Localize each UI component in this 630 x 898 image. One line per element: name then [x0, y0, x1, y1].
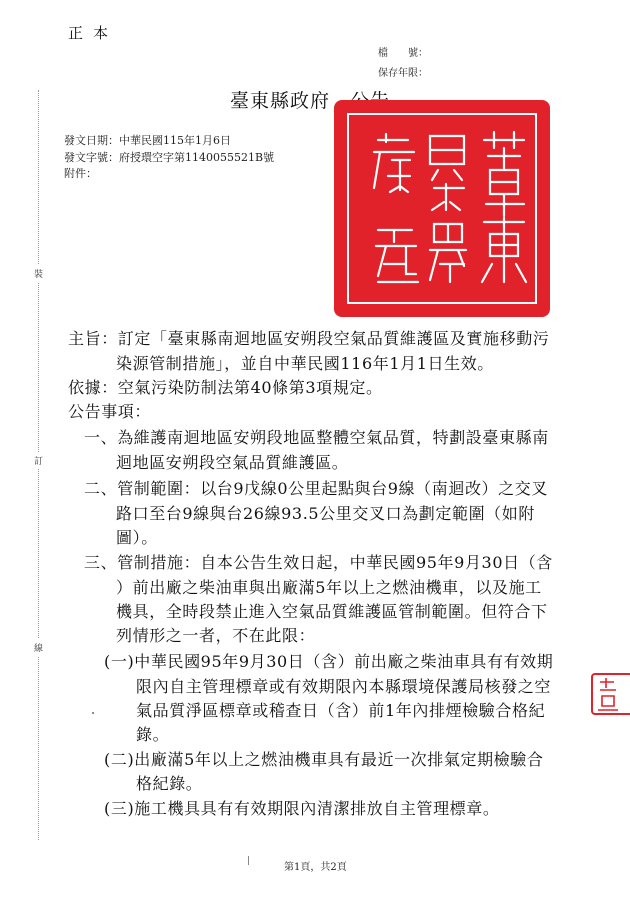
sub-item-1-line-1: (一)中華民國95年9月30日（含）前出廠之柴油車具有有效期	[104, 652, 554, 671]
seal-stamp-icon	[334, 100, 550, 317]
item-2-line-2: 路口至台9線與台26線93.5公里交叉口為劃定範圍（如附	[116, 504, 535, 523]
subject-line-1: 主旨：訂定「臺東縣南迴地區安朔段空氣品質維護區及實施移動污	[68, 329, 550, 348]
issue-date: 發文日期：中華民國115年1月6日	[64, 134, 231, 147]
sub-item-2-line-2: 格紀錄。	[136, 774, 203, 793]
item-3-line-3: 機具，全時段禁止進入空氣品質維護區管制範圍。但符合下	[116, 602, 548, 621]
sub-item-2-line-1: (二)出廠滿5年以上之燃油機車具有最近一次排氣定期檢驗合	[104, 750, 544, 769]
item-2-line-1: 二、管制範圍：以台9戊線0公里起點與台9線（南迴改）之交叉	[84, 479, 548, 498]
copy-mark: 正本	[68, 24, 119, 42]
item-2-line-3: 圖）。	[116, 528, 158, 547]
margin-mark-line: 線	[34, 639, 43, 656]
attachment-label: 附件：	[64, 167, 97, 180]
notice-items-heading: 公告事項：	[68, 402, 152, 421]
retention-period-label: 保存年限：	[378, 68, 428, 79]
item-3-line-4: 列情形之一者，不在此限：	[116, 626, 316, 645]
page-number: 第1頁，共2頁	[284, 862, 347, 873]
margin-mark-staple: 訂	[34, 452, 43, 469]
small-seal-stamp-icon	[590, 672, 630, 716]
agency-name: 臺東縣政府	[230, 90, 331, 112]
sub-item-1-line-4: 錄。	[136, 725, 170, 744]
document-number: 發文字號：府授環空字第1140055521B號	[64, 151, 275, 164]
sub-item-3-line-1: (三)施工機具具有有效期限內清潔排放自主管理標章。	[104, 799, 500, 818]
scan-speck	[92, 712, 94, 714]
archive-number-label: 檔 號：	[378, 48, 428, 59]
subject-line-2: 染源管制措施」，並自中華民國116年1月1日生效。	[116, 354, 494, 373]
small-seal	[590, 672, 630, 716]
item-1-line-2: 迴地區安朔段空氣品質維護區。	[116, 453, 349, 472]
footer-tick	[248, 856, 249, 865]
item-3-line-2: ）前出廠之柴油車與出廠滿5年以上之燃油機車，以及施工	[116, 578, 542, 597]
sub-item-1-line-3: 氣品質淨區標章或稽查日（含）前1年內排煙檢驗合格紀	[136, 701, 546, 720]
item-1-line-1: 一、為維護南迴地區安朔段地區整體空氣品質，特劃設臺東縣南	[84, 428, 549, 447]
margin-mark-bind: 裝	[34, 265, 43, 282]
sub-item-1-line-2: 限內自主管理標章或有效期限內本縣環境保護局核發之空	[136, 677, 552, 696]
official-seal	[334, 100, 550, 317]
basis-line: 依據：空氣污染防制法第40條第3項規定。	[68, 378, 383, 397]
item-3-line-1: 三、管制措施：自本公告生效日起，中華民國95年9月30日（含	[84, 553, 553, 572]
